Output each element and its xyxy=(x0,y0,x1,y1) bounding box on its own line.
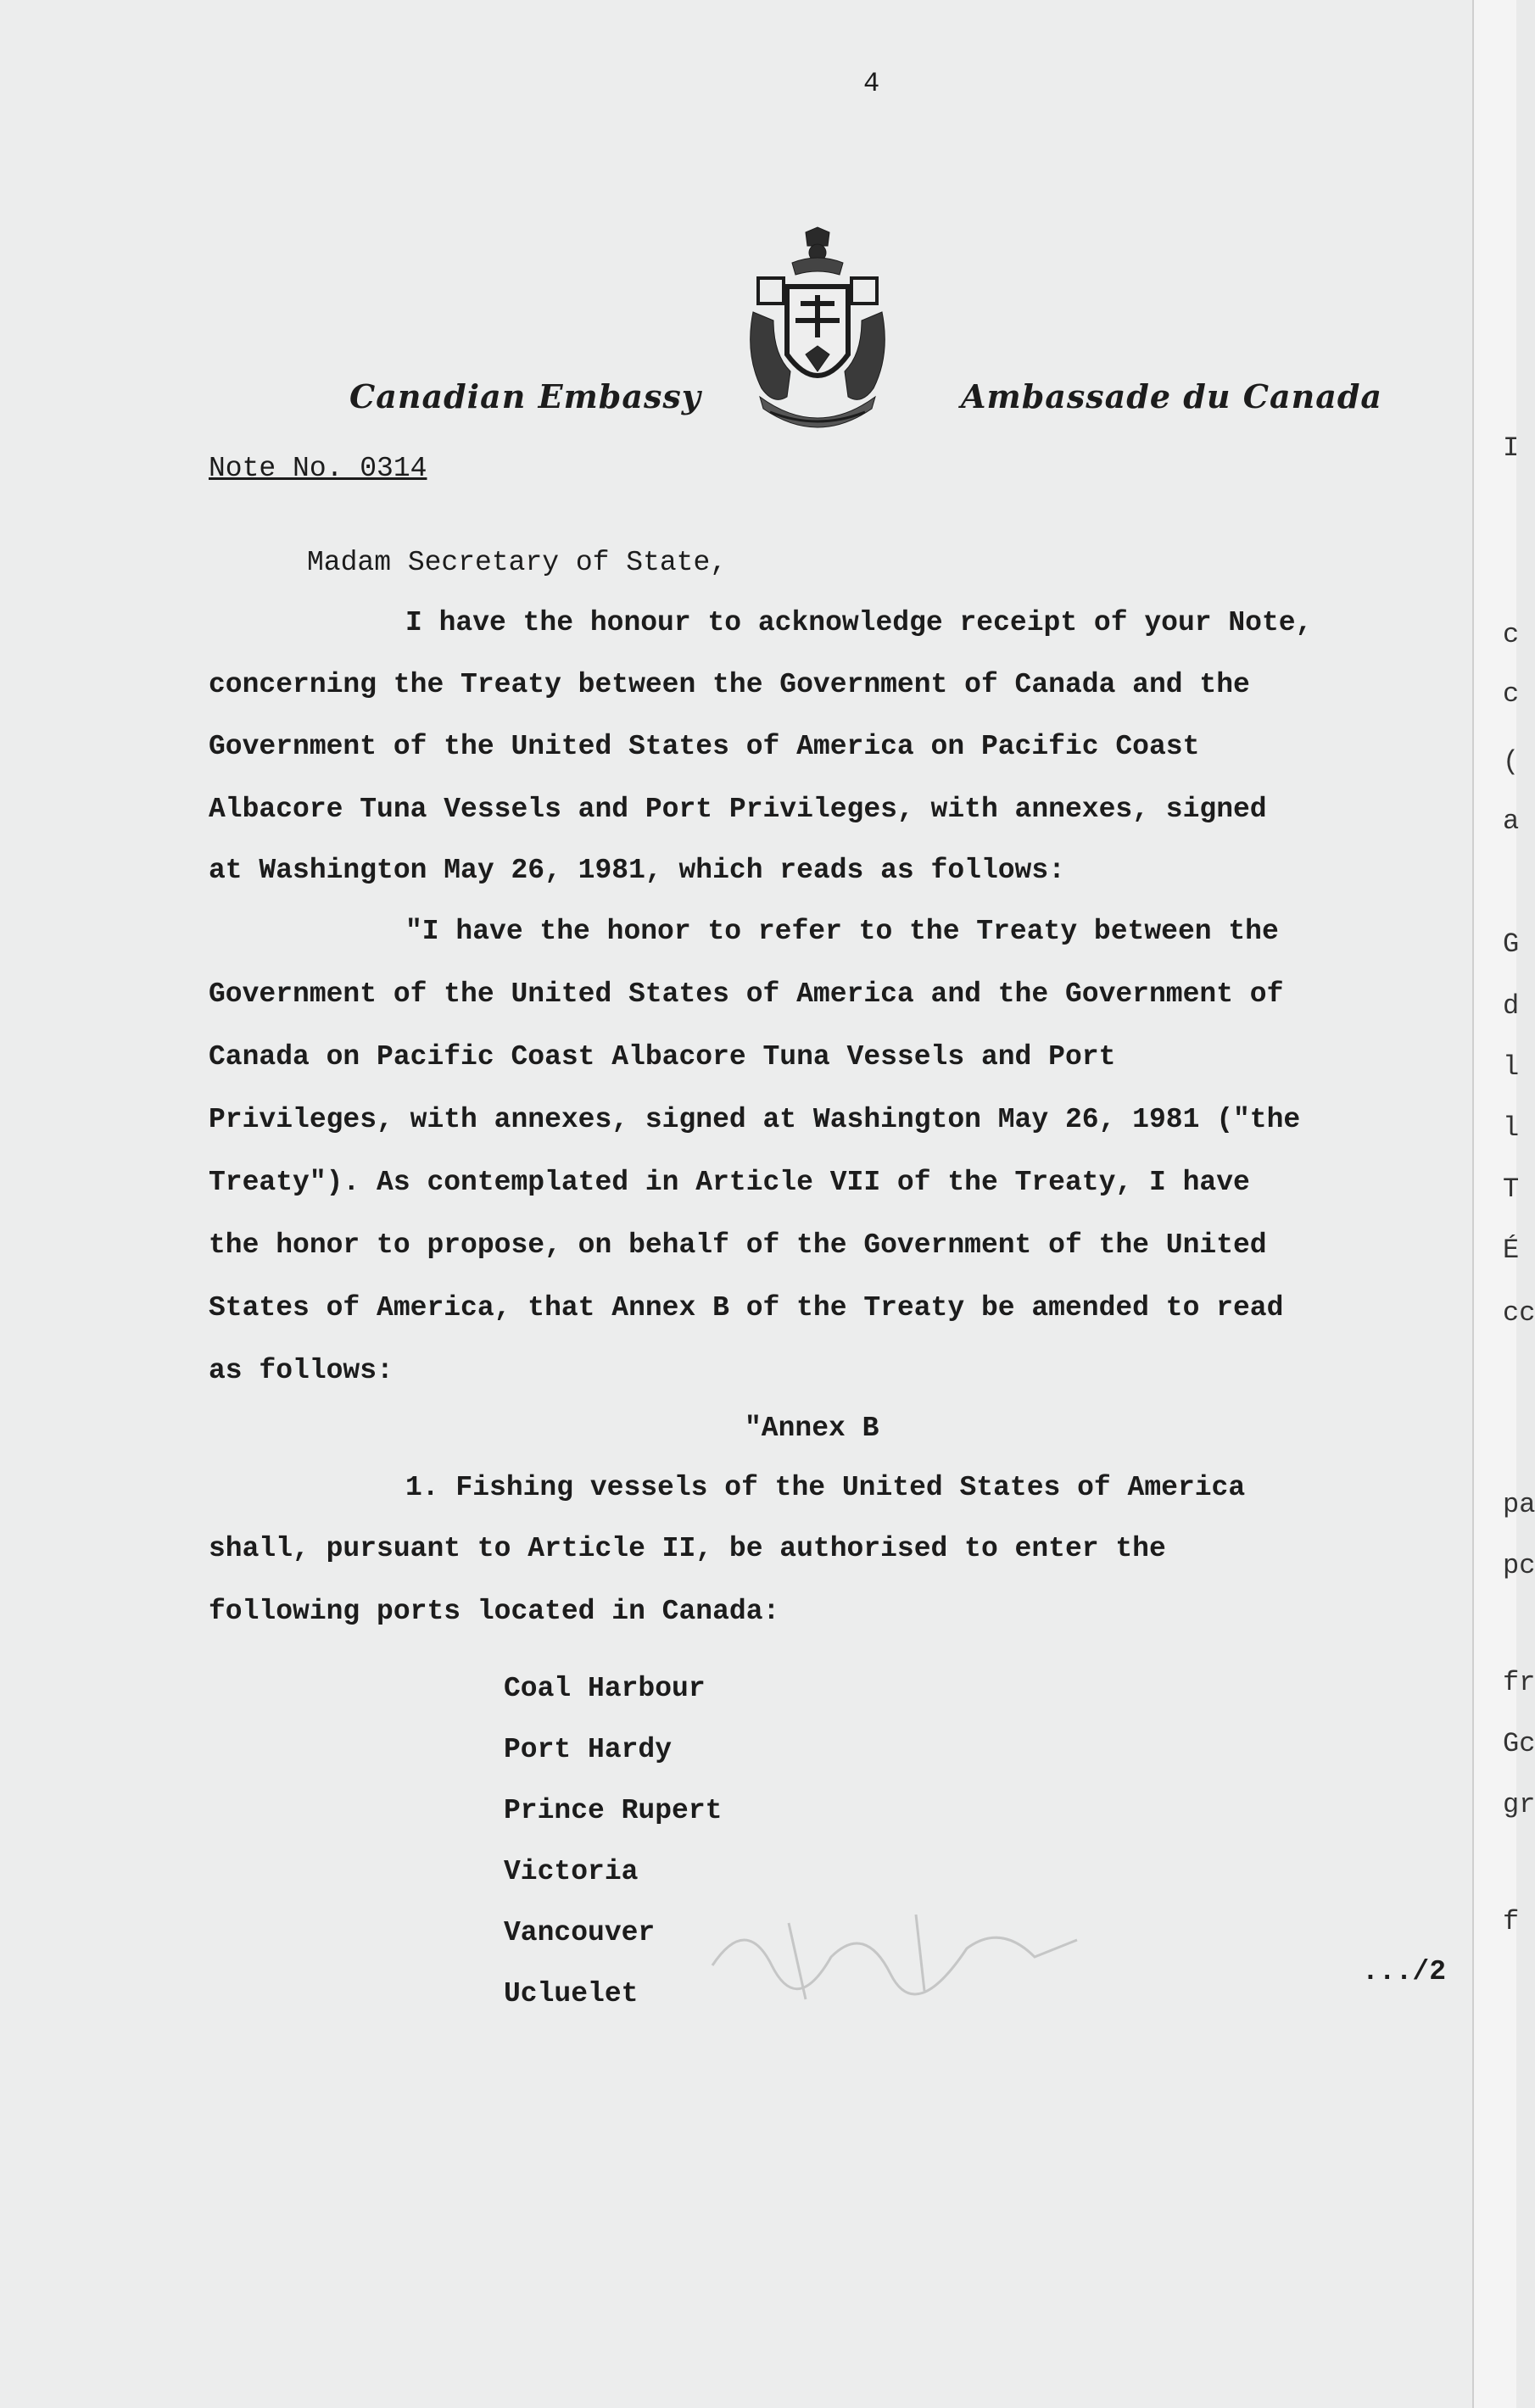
port-item: Coal Harbour xyxy=(504,1673,706,1704)
adjacent-page-letter: l xyxy=(1503,1051,1520,1083)
quoted-line: Privileges, with annexes, signed at Washington May 26, 1981 ("the xyxy=(209,1104,1301,1135)
quoted-line: Canada on Pacific Coast Albacore Tuna Vessels and Port xyxy=(209,1041,1116,1073)
adjacent-page-letter: G xyxy=(1503,928,1520,960)
adjacent-page-letter: É xyxy=(1503,1235,1520,1266)
body-line: concerning the Treaty between the Government of Canada and the xyxy=(209,669,1250,700)
signature-show-through xyxy=(695,1889,1086,2025)
adjacent-page-letter: gr xyxy=(1503,1789,1535,1820)
adjacent-page-letter: c xyxy=(1503,678,1520,710)
port-item: Vancouver xyxy=(504,1917,656,1948)
continuation-marker: .../2 xyxy=(1362,1956,1447,1987)
adjacent-page-letter: d xyxy=(1503,990,1520,1022)
port-item: Port Hardy xyxy=(504,1734,673,1765)
body-line: at Washington May 26, 1981, which reads as follows: xyxy=(209,855,1065,886)
adjacent-page-letter: pc xyxy=(1503,1550,1535,1581)
quoted-line: Treaty"). As contemplated in Article VII of the Treaty, I have xyxy=(209,1167,1250,1198)
port-list xyxy=(504,1658,722,2025)
header-canadian-embassy: Canadian Embassy xyxy=(349,377,701,415)
annex-line: following ports located in Canada: xyxy=(209,1596,780,1627)
port-item: Ucluelet xyxy=(504,1978,639,2009)
salutation: Madam Secretary of State, xyxy=(307,547,728,578)
adjacent-page-edge xyxy=(1472,0,1535,2408)
annex-heading: "Annex B xyxy=(745,1413,879,1444)
quoted-line: the honor to propose, on behalf of the Government of the United xyxy=(209,1229,1267,1261)
body-line: Albacore Tuna Vessels and Port Privileges, with annexes, signed xyxy=(209,794,1267,825)
adjacent-page-letter: T xyxy=(1503,1173,1520,1205)
annex-line: 1. Fishing vessels of the United States of America xyxy=(405,1472,1246,1503)
port-item: Victoria xyxy=(504,1856,639,1887)
note-number: Note No. 0314 xyxy=(209,453,427,484)
quoted-line: "I have the honor to refer to the Treaty between the xyxy=(405,916,1279,947)
adjacent-page-letter: f xyxy=(1503,1906,1520,1937)
body-line: I have the honour to acknowledge receipt of your Note, xyxy=(405,607,1313,638)
annex-line: shall, pursuant to Article II, be authorised to enter the xyxy=(209,1533,1166,1564)
adjacent-page-letter: Gc xyxy=(1503,1728,1535,1759)
adjacent-page-letter: c xyxy=(1503,619,1520,650)
page-number: 4 xyxy=(863,68,880,99)
adjacent-page-letter: ( xyxy=(1503,746,1520,778)
canadian-coat-of-arms-icon xyxy=(740,227,896,431)
adjacent-page-letter: a xyxy=(1503,805,1520,837)
adjacent-page-letter: l xyxy=(1503,1112,1520,1144)
adjacent-page-letter: cc xyxy=(1503,1297,1535,1329)
adjacent-page-letter: fr xyxy=(1503,1667,1535,1698)
adjacent-page-letter: I xyxy=(1503,432,1520,464)
quoted-line: as follows: xyxy=(209,1355,394,1386)
quoted-line: Government of the United States of America and the Government of xyxy=(209,978,1284,1010)
quoted-line: States of America, that Annex B of the Treaty be amended to read xyxy=(209,1292,1284,1324)
body-line: Government of the United States of America on Pacific Coast xyxy=(209,731,1200,762)
port-item: Prince Rupert xyxy=(504,1795,723,1826)
header-ambassade-du-canada: Ambassade du Canada xyxy=(961,377,1383,415)
adjacent-page-letter: pa xyxy=(1503,1489,1535,1520)
